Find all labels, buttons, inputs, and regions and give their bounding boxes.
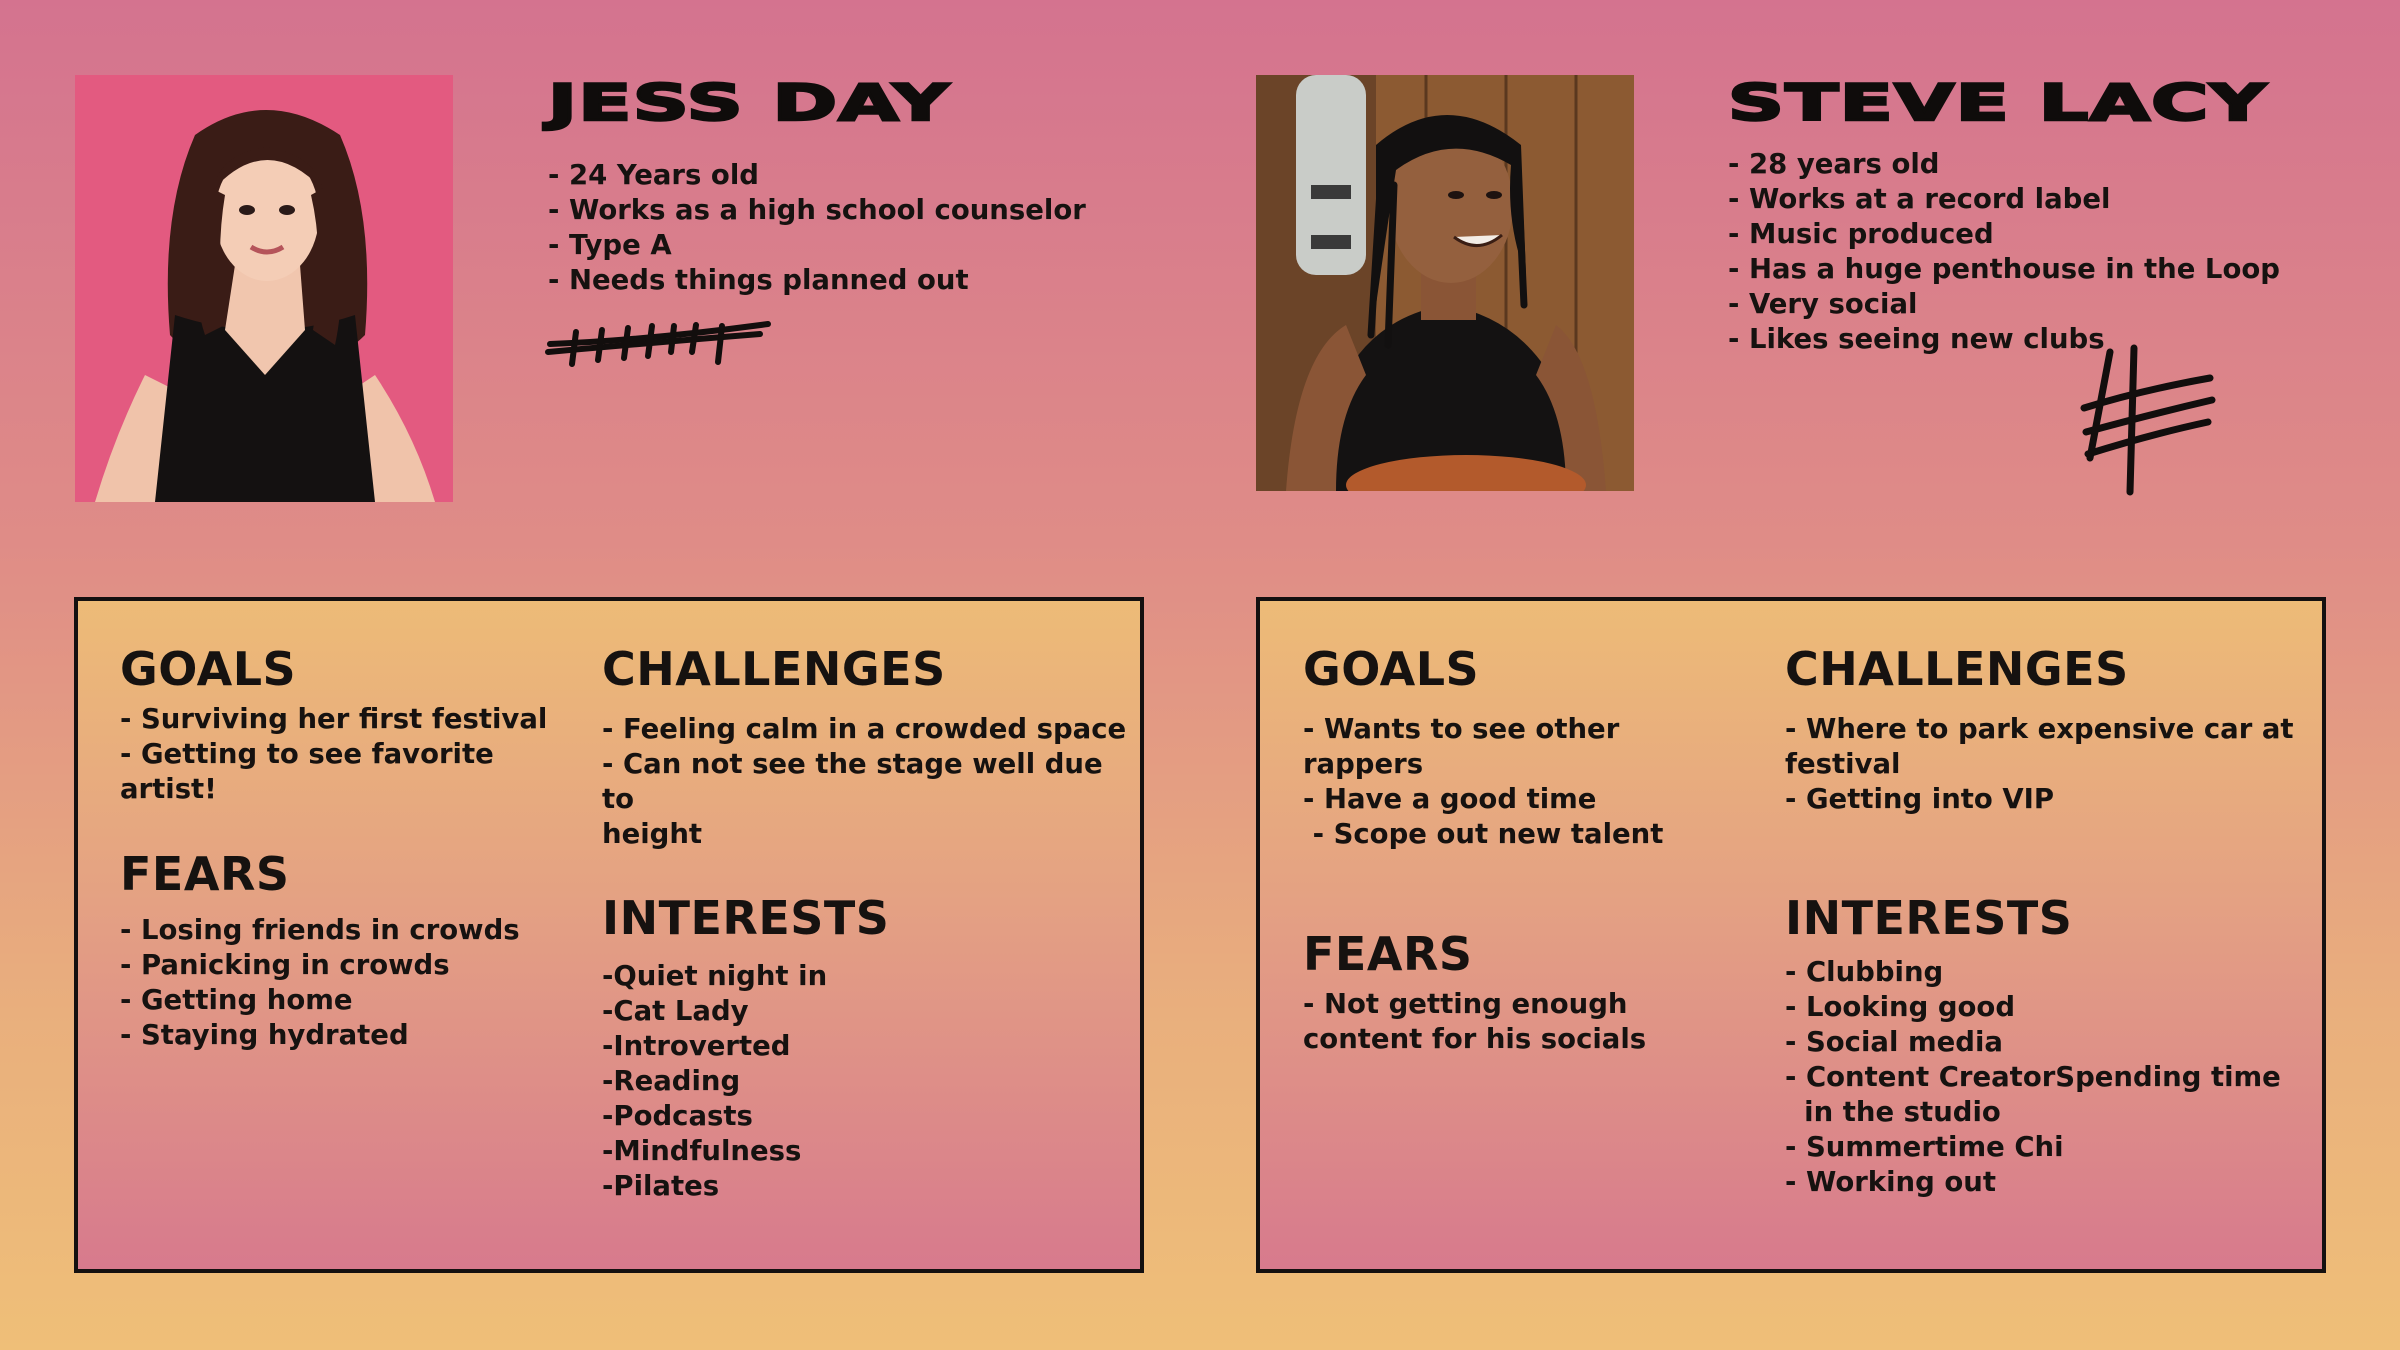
steve-challenges-section [1785, 642, 2315, 817]
list-item: - Needs things planned out [548, 264, 969, 296]
list-item: - Panicking in crowds [120, 949, 450, 981]
jess-facts [548, 158, 1086, 298]
list-item: - Music produced [1728, 218, 1994, 250]
list-item: - Can not see the stage well due to height [602, 748, 1103, 850]
steve-facts [1728, 147, 2280, 357]
list-item: -Introverted [602, 1030, 791, 1062]
list-item: - Social media [1785, 1026, 2003, 1058]
steve-name: STEVE LACY [1728, 74, 2268, 132]
list-item: -Pilates [602, 1170, 720, 1202]
list-item: -Cat Lady [602, 995, 749, 1027]
list-item: -Reading [602, 1065, 741, 1097]
section-heading: INTERESTS [1785, 891, 2073, 945]
list-item: - Where to park expensive car at festival [1785, 713, 2294, 780]
list-item: - Looking good [1785, 991, 2016, 1023]
list-item: - Scope out new talent [1303, 818, 1664, 850]
list-item: - Very social [1728, 288, 1918, 320]
list-item: -Quiet night in [602, 960, 828, 992]
section-heading: INTERESTS [602, 891, 890, 945]
list-item: - Summertime Chi [1785, 1131, 2064, 1163]
list-item: - Works at a record label [1728, 183, 2111, 215]
list-item: - Likes seeing new clubs [1728, 323, 2105, 355]
list-item: - Working out [1785, 1166, 1996, 1198]
section-heading: FEARS [1303, 927, 1473, 981]
list-item: -Podcasts [602, 1100, 753, 1132]
list-item: - Staying hydrated [120, 1019, 409, 1051]
jess-photo [75, 75, 453, 502]
list-item: - Not getting enough content for his socials [1303, 988, 1647, 1055]
jess-fears-section [120, 847, 580, 1053]
hashtag-scribble-icon [2072, 340, 2222, 500]
jess-interests-section [602, 891, 1102, 1204]
steve-portrait-image [1256, 75, 1634, 491]
list-item: - 24 Years old [548, 159, 759, 191]
section-heading: FEARS [120, 847, 290, 901]
section-heading: CHALLENGES [1785, 642, 2129, 696]
list-item: -Mindfulness [602, 1135, 802, 1167]
jess-goals-section [120, 642, 580, 807]
tally-scribble-icon [540, 312, 780, 372]
jess-challenges-section [602, 642, 1132, 852]
list-item: - Surviving her first festival [120, 703, 548, 735]
list-item: - Getting to see favorite artist! [120, 738, 504, 805]
section-heading: GOALS [120, 642, 297, 696]
section-heading: CHALLENGES [602, 642, 946, 696]
list-item: - Losing friends in crowds [120, 914, 520, 946]
list-item: - Have a good time [1303, 783, 1597, 815]
list-item: - Content CreatorSpending time in the studio [1785, 1061, 2281, 1128]
list-item: - Type A [548, 229, 672, 261]
steve-fears-section [1303, 927, 1763, 1057]
list-item: - Getting into VIP [1785, 783, 2055, 815]
steve-interests-section [1785, 891, 2315, 1200]
list-item: - Getting home [120, 984, 353, 1016]
steve-goals-section [1303, 642, 1763, 852]
jess-portrait-image [75, 75, 453, 502]
steve-photo [1256, 75, 1634, 491]
section-heading: GOALS [1303, 642, 1480, 696]
list-item: - Works as a high school counselor [548, 194, 1086, 226]
jess-name: JESS DAY [548, 74, 951, 132]
list-item: - Wants to see other rappers [1303, 713, 1620, 780]
list-item: - 28 years old [1728, 148, 1940, 180]
list-item: - Clubbing [1785, 956, 1944, 988]
list-item: - Has a huge penthouse in the Loop [1728, 253, 2280, 285]
list-item: - Feeling calm in a crowded space [602, 713, 1127, 745]
